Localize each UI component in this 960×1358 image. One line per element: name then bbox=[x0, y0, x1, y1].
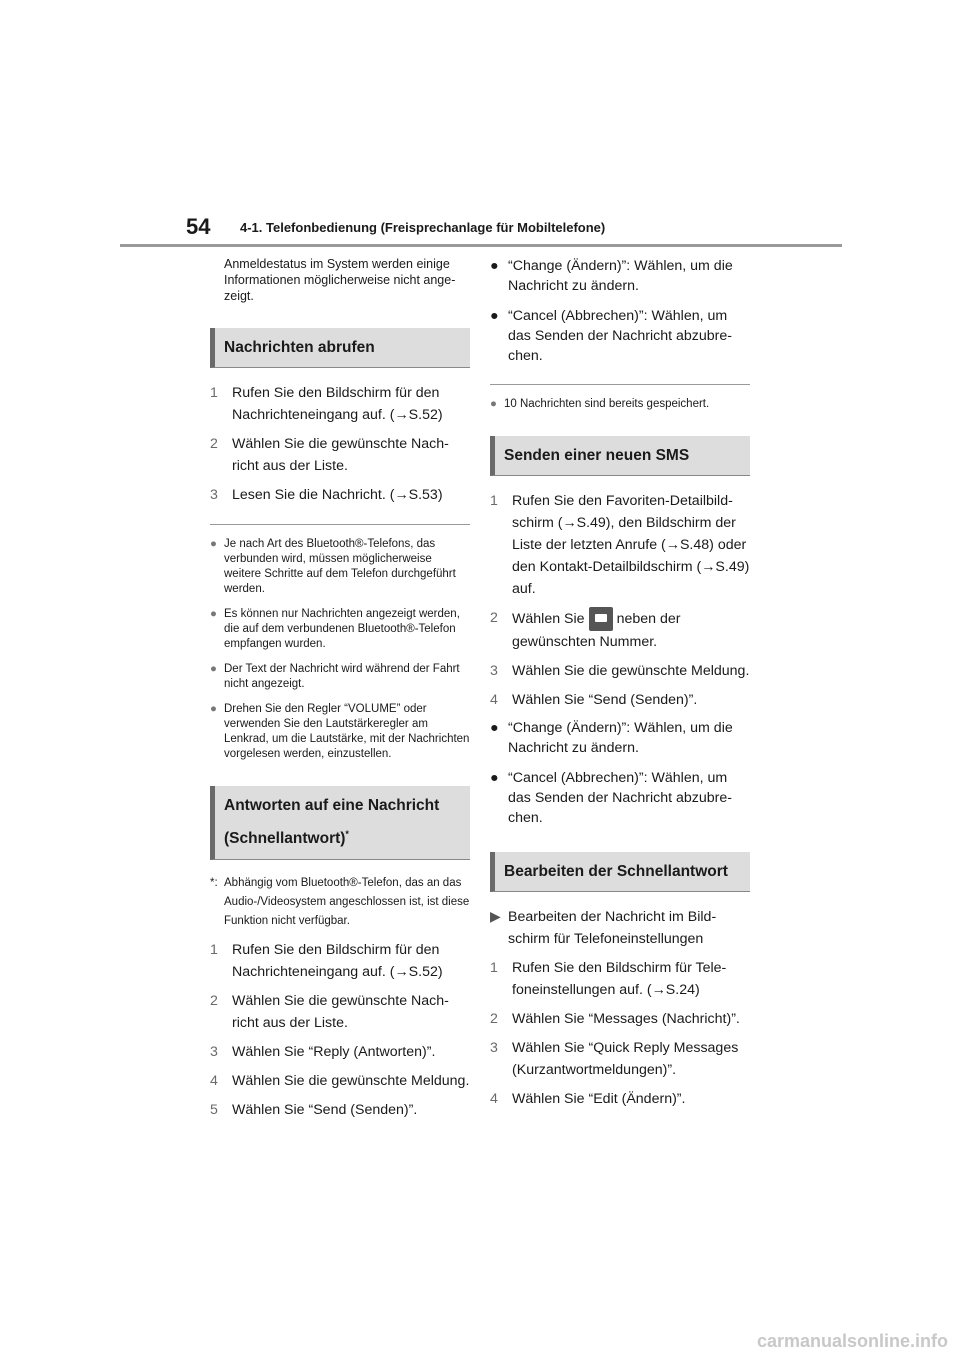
note-item: ● Drehen Sie den Regler “VOLUME” oder verwenden Sie den Lautstärkeregler am Lenkrad, um die Lautstärke, mit der Nachrichten vorgelesen werden, einzustellen. bbox=[210, 703, 470, 760]
bullet-dot-icon: ● bbox=[490, 720, 499, 736]
note-item: ● Je nach Art des Bluetooth®-Telefons, das verbunden wird, müssen möglicherweise weitere Schritte auf dem Telefon durchgeführt werden. bbox=[210, 538, 456, 595]
message-icon bbox=[589, 607, 613, 631]
bullet-dot-icon: ● bbox=[490, 770, 499, 786]
bullet-item: ● “Cancel (Abbrechen)”: Wählen, um das Senden der Nachricht abzubrechen. bbox=[490, 770, 732, 826]
step: 1 Rufen Sie den Bildschirm für den Nachrichteneingang auf. (→S.52) bbox=[210, 385, 443, 423]
step: 2 Wählen Sie die gewünschte Nachricht aus der Liste. bbox=[210, 993, 449, 1032]
bullet-item: ● “Change (Ändern)”: Wählen, um die Nachricht zu ändern. bbox=[490, 258, 733, 294]
note-item: ● Es können nur Nachrichten angezeigt werden, die auf dem verbundenen Bluetooth®-Telefon empfangen wurden. bbox=[210, 608, 460, 650]
step: 3 Wählen Sie die gewünschte Meldung. bbox=[490, 663, 750, 679]
section-heading-neue-sms: Senden einer neuen SMS bbox=[490, 436, 750, 476]
note-item: ● Der Text der Nachricht wird während der Fahrt nicht angezeigt. bbox=[210, 663, 460, 690]
step: 4 Wählen Sie “Edit (Ändern)”. bbox=[490, 1091, 686, 1107]
note-item: ● 10 Nachrichten sind bereits gespeichert. bbox=[490, 398, 710, 410]
chapter-title: 4-1. Telefonbedienung (Freisprechanlage für Mobiltelefone) bbox=[240, 220, 606, 235]
section-heading-nachrichten-abrufen: Nachrichten abrufen bbox=[210, 328, 470, 368]
intro-text: Anmeldestatus im System werden einige Informationen möglicherweise nicht angezeigt. bbox=[224, 257, 456, 303]
step: 1 Rufen Sie den Bildschirm für den Nachrichteneingang auf. (→S.52) bbox=[210, 942, 443, 981]
step: 1 Rufen Sie den Favoriten-Detailbildschirm (→S.49), den Bildschirm der Liste der letzten Anrufe (→S.48) oder den Kontakt-Detailbildschirm (→S.49) auf. bbox=[490, 493, 750, 597]
note-divider bbox=[490, 384, 750, 385]
bullet-dot-icon: ● bbox=[490, 308, 499, 324]
bullet-dot-icon: ● bbox=[210, 608, 217, 620]
note-divider bbox=[210, 524, 470, 525]
bullet-item: ● “Change (Ändern)”: Wählen, um die Nachricht zu ändern. bbox=[490, 720, 733, 756]
triangle-right-icon: ▶ bbox=[490, 909, 501, 925]
bullet-dot-icon: ● bbox=[210, 703, 217, 715]
section-heading-schnellantwort: Antworten auf eine Nachricht (Schnellantwort)* bbox=[210, 786, 470, 860]
step: 1 Rufen Sie den Bildschirm für Telefoneinstellungen auf. (→S.24) bbox=[490, 960, 727, 998]
step: 4 Wählen Sie die gewünschte Meldung. bbox=[210, 1073, 470, 1090]
watermark: carmanualsonline.info bbox=[756, 1331, 948, 1351]
bullet-dot-icon: ● bbox=[210, 538, 217, 550]
step: 3 Lesen Sie die Nachricht. (→S.53) bbox=[210, 487, 443, 503]
intro-arrow-item: ▶ Bearbeiten der Nachricht im Bildschirm für Telefoneinstellungen bbox=[490, 906, 750, 950]
step: 3 Wählen Sie “Reply (Antworten)”. bbox=[210, 1044, 436, 1061]
footnote: *: Abhängig vom Bluetooth®-Telefon, das an das Audio-/Videosystem angeschlossen ist, ist diese Funktion nicht verfügbar. bbox=[210, 877, 470, 928]
step: 2 Wählen Sie “Messages (Nachricht)”. bbox=[490, 1011, 740, 1027]
left-column bbox=[210, 256, 470, 1128]
step: 2 Wählen Sie neben der gewünschten Nummer. bbox=[490, 607, 750, 653]
section-heading-schnellantwort-bearbeiten: Bearbeiten der Schnellantwort bbox=[490, 852, 750, 892]
step: 5 Wählen Sie “Send (Senden)”. bbox=[210, 1102, 418, 1119]
step: 4 Wählen Sie “Send (Senden)”. bbox=[490, 692, 698, 708]
step: 3 Wählen Sie “Quick Reply Messages (Kurzantwortmeldungen)”. bbox=[490, 1040, 739, 1078]
bullet-dot-icon: ● bbox=[490, 258, 499, 274]
bullet-dot-icon: ● bbox=[490, 398, 497, 410]
bullet-dot-icon: ● bbox=[210, 663, 217, 675]
page-number: 54 bbox=[186, 214, 211, 239]
step: 2 Wählen Sie die gewünschte Nachricht aus der Liste. bbox=[210, 436, 449, 474]
right-column bbox=[490, 256, 750, 1117]
header-rule bbox=[120, 244, 842, 247]
bullet-item: ● “Cancel (Abbrechen)”: Wählen, um das Senden der Nachricht abzubrechen. bbox=[490, 308, 732, 364]
